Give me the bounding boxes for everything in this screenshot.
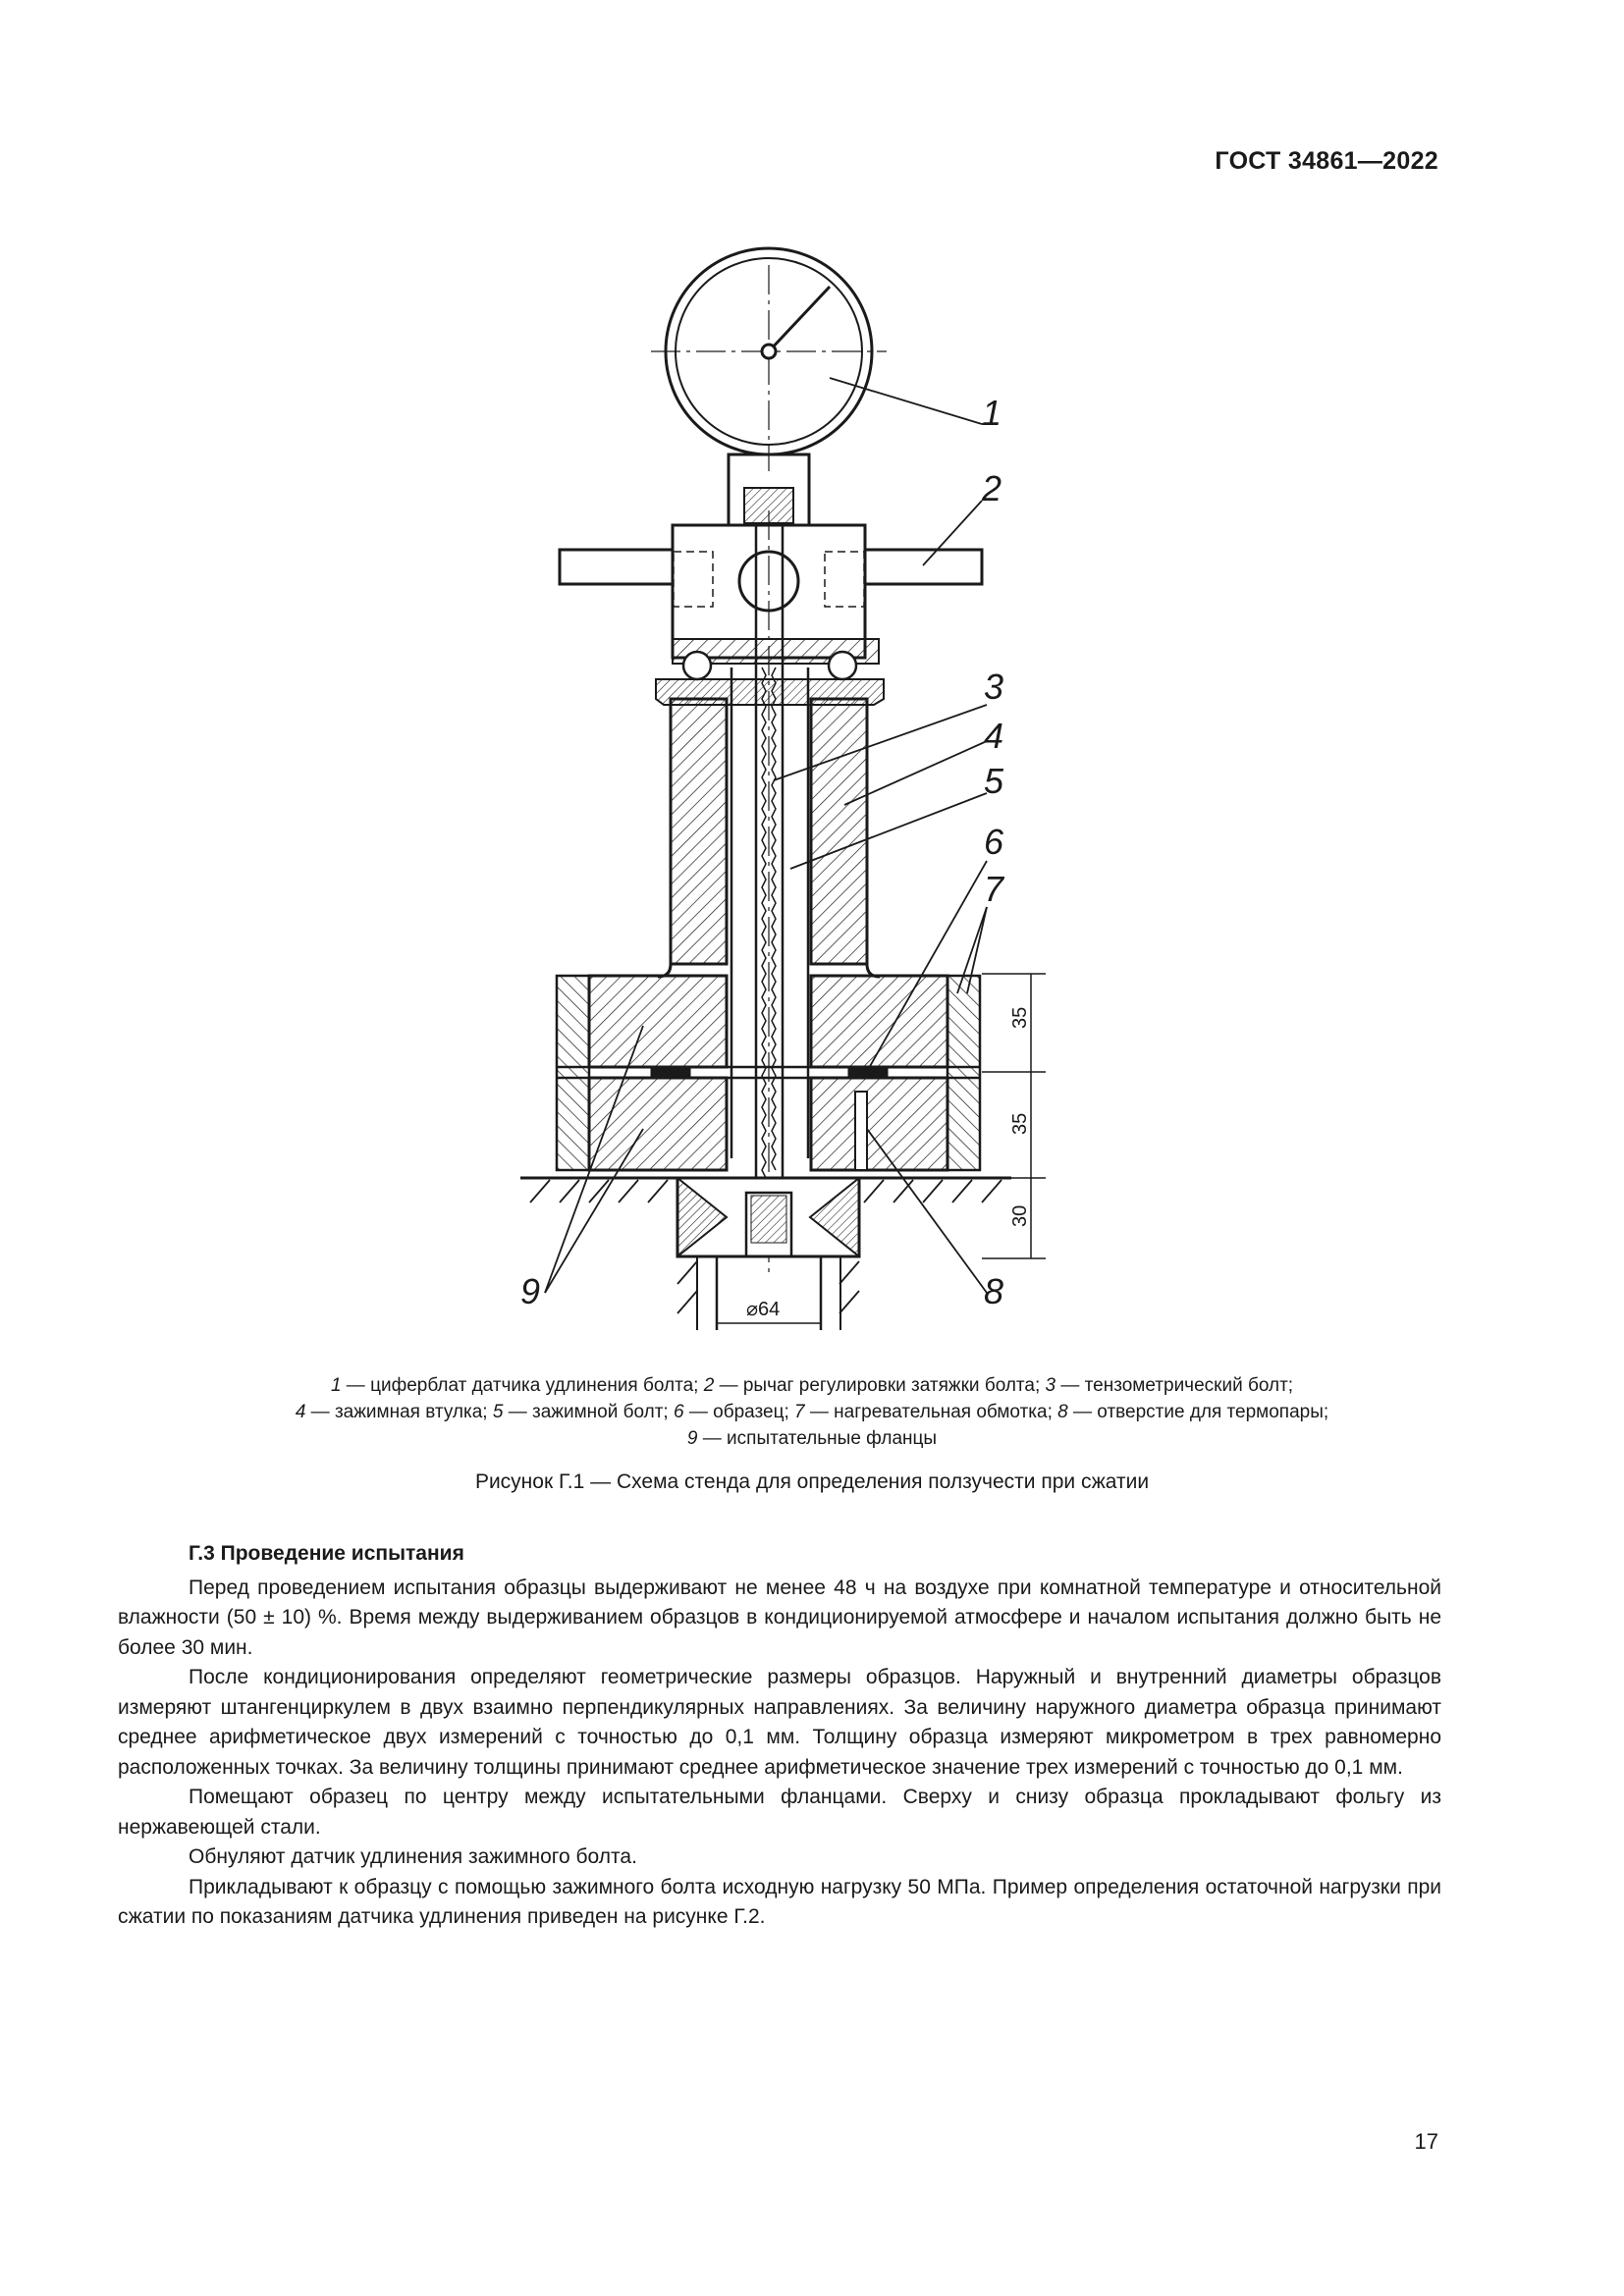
legend-text-9: — испытательные фланцы <box>697 1428 938 1449</box>
callout-6: 6 <box>984 822 1004 862</box>
adjustment-lever <box>560 525 982 658</box>
dimension-35-lower: 35 <box>1009 1112 1031 1135</box>
dial-gauge <box>651 248 887 471</box>
legend-num-5: 5 <box>492 1402 504 1422</box>
legend-num-6: 6 <box>674 1402 684 1422</box>
callout-8: 8 <box>984 1271 1004 1311</box>
callout-7: 7 <box>984 869 1004 909</box>
legend-text-1: — циферблат датчика удлинения болта; <box>341 1375 704 1396</box>
section-g3 <box>118 1539 1441 1933</box>
document-header: ГОСТ 34861—2022 <box>1215 147 1438 175</box>
legend-num-8: 8 <box>1057 1402 1068 1422</box>
paragraph-1: Перед проведением испытания образцы выдерживают не менее 48 ч на воздухе при комнатной температуре и относительной влажности (50 ± 10) %. Время между выдерживанием образцов в кондиционируемой атмосфере и началом испытания должно быть не более 30 мин. <box>118 1575 1441 1659</box>
legend-num-7: 7 <box>794 1402 805 1422</box>
paragraph-3: Помещают образец по центру между испытательными фланцами. Сверху и снизу образца прокладывают фольгу из нержавеющей стали. <box>118 1786 1441 1839</box>
legend-text-2: — рычаг регулировки затяжки болта; <box>714 1375 1046 1396</box>
legend-num-9: 9 <box>686 1428 698 1449</box>
legend-num-3: 3 <box>1045 1375 1056 1396</box>
callout-4: 4 <box>984 716 1004 756</box>
legend-num-2: 2 <box>703 1375 715 1396</box>
legend-line-1 <box>118 1372 1506 1399</box>
figure-legend <box>118 1372 1506 1452</box>
callout-2: 2 <box>982 468 1002 508</box>
dimension-30: 30 <box>1009 1204 1031 1227</box>
page-number: 17 <box>1414 2129 1438 2154</box>
legend-text-8: — отверстие для термопары; <box>1067 1402 1329 1422</box>
paragraph-2: После кондиционирования определяют геометрические размеры образцов. Наружный и внутренний диаметры образцов измеряют штангенциркулем в двух взаимно перпендикулярных направлениях. За величину наружного диаметра образца принимают среднее арифметическое двух измерений с точностью до 0,1 мм. Толщину образца измеряют микрометром в трех равномерно расположенных точках. За величину толщины принимают среднее арифметическое значение трех измерений с точностью до 0,1 мм. <box>118 1666 1441 1779</box>
legend-line-2 <box>118 1399 1506 1425</box>
figure-caption: Рисунок Г.1 — Схема стенда для определения ползучести при сжатии <box>474 1470 1150 1493</box>
legend-num-4: 4 <box>295 1402 306 1422</box>
legend-text-7: — нагревательная обмотка; <box>804 1402 1058 1422</box>
clamping-sleeve <box>656 679 884 977</box>
paragraph-5: Прикладывают к образцу с помощью зажимного болта исходную нагрузку 50 МПа. Пример определения остаточной нагрузки при сжатии по показаниям датчика удлинения приведен на рисунке Г.2. <box>118 1875 1441 1928</box>
paragraph-4: Обнуляют датчик удлинения зажимного болта. <box>189 1845 637 1868</box>
callout-5: 5 <box>984 761 1004 801</box>
legend-text-3: — тензометрический болт; <box>1056 1375 1294 1396</box>
callout-3: 3 <box>984 667 1004 707</box>
legend-line-3 <box>118 1425 1506 1452</box>
callout-9: 9 <box>520 1271 541 1311</box>
callout-1: 1 <box>982 393 1002 433</box>
legend-text-6: — образец; <box>683 1402 795 1422</box>
legend-text-5: — зажимной болт; <box>503 1402 674 1422</box>
dimension-35-upper: 35 <box>1009 1006 1031 1029</box>
section-title: Г.3 Проведение испытания <box>189 1542 464 1565</box>
dimension-diameter-64: ⌀64 <box>746 1299 781 1320</box>
test-stand-diagram <box>511 226 1051 1355</box>
legend-num-1: 1 <box>330 1375 342 1396</box>
figure-g1 <box>511 226 1051 1355</box>
legend-text-4: — зажимная втулка; <box>305 1402 493 1422</box>
